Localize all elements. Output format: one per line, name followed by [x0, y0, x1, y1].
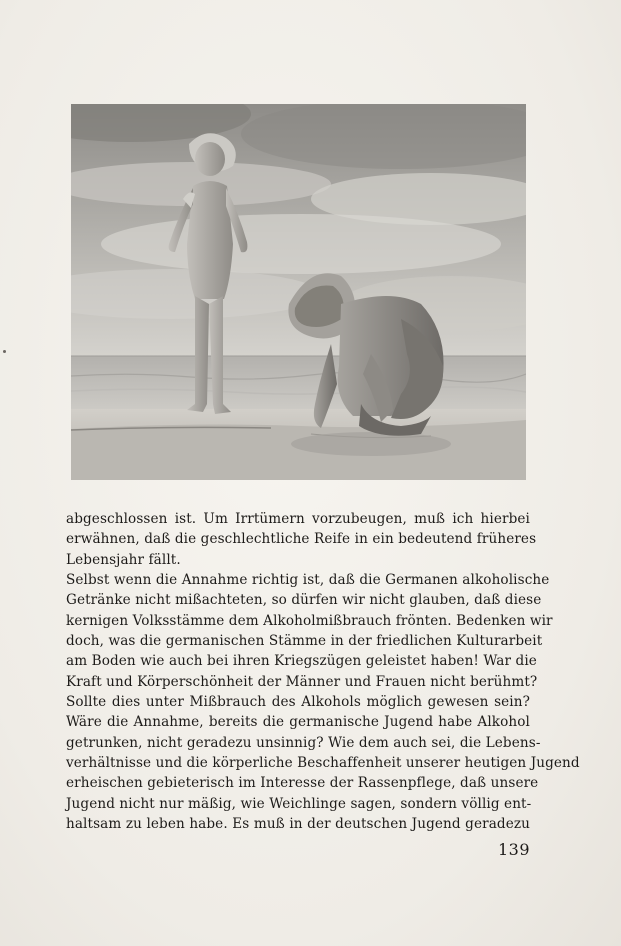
text-line: Lebensjahr fällt. — [66, 551, 181, 568]
text-line: doch, was die germanischen Stämme in der friedlichen Kulturarbeit — [66, 633, 543, 650]
text-line: am Boden wie auch bei ihren Kriegszügen geleistet haben! War die — [66, 653, 537, 670]
text-line: erwähnen, daß die geschlechtliche Reife in ein bedeutend früheres — [66, 531, 537, 548]
text-line: kernigen Volksstämme dem Alkoholmißbrauch frönten. Bedenken wir — [66, 612, 553, 629]
text-line: verhältnisse und die körperliche Beschaffenheit unserer heutigen Jugend — [66, 755, 580, 772]
text-line: abgeschlossen ist. Um Irrtümern vorzubeugen, muß ich hierbei — [66, 511, 530, 527]
text-line: Wäre die Annahme, bereits die germanische Jugend habe Alkohol — [66, 714, 530, 731]
text-line: Selbst wenn die Annahme richtig ist, daß die Germanen alkoholische — [66, 572, 550, 589]
paper-speck — [3, 350, 6, 353]
page-number: 139 — [497, 840, 530, 859]
text-line: erheischen gebieterisch im Interesse der Rassenpflege, daß unsere — [66, 775, 539, 792]
body-text — [66, 509, 580, 835]
text-line: getrunken, nicht geradezu unsinnig? Wie dem auch sei, die Lebens- — [66, 734, 541, 751]
text-line: Jugend nicht nur mäßig, wie Weichlinge sagen, sondern völlig ent- — [66, 795, 532, 812]
beach-children-photo — [71, 104, 526, 480]
text-line: haltsam zu leben habe. Es muß in der deutschen Jugend geradezu — [66, 816, 530, 833]
text-line: Getränke nicht mißachteten, so dürfen wir nicht glauben, daß diese — [66, 592, 542, 609]
text-line: Kraft und Körperschönheit der Männer und Frauen nicht berühmt? — [66, 673, 538, 690]
text-line: Sollte dies unter Mißbrauch des Alkohols möglich gewesen sein? — [66, 694, 530, 711]
